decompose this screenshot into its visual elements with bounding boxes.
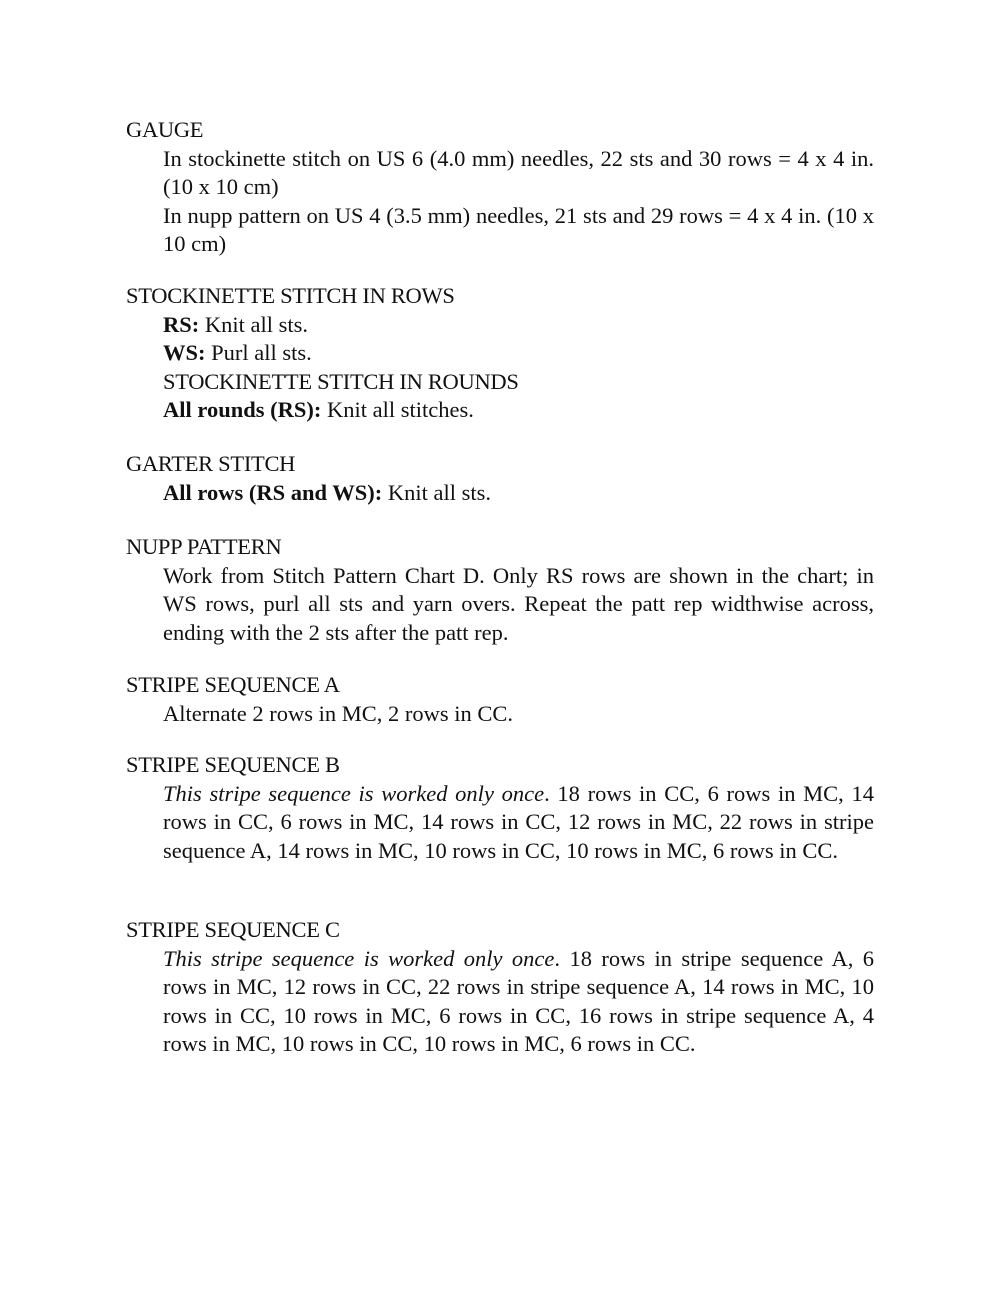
stripe-a-section [126,671,874,728]
stockinette-body [163,311,874,425]
stripe-c-text: . 18 rows in stripe sequence A, 6 rows in MC, 12 rows in CC, 22 rows in stripe sequence A, 14 rows in MC, 10 rows in CC, 10 rows in MC, 6 rows in CC, 16 rows in stripe sequence A, 4 rows in MC, 10 rows in CC, 10 rows in MC, 6 rows in CC. [163,945,874,1057]
ws-label: WS: [163,340,206,366]
stripe-b-section [126,751,874,865]
ws-row-line [163,339,874,368]
stripe-c-paragraph [163,945,874,1059]
gauge-section [126,116,874,259]
stripe-b-paragraph [163,780,874,866]
gauge-nupp-text: In nupp pattern on US 4 (3.5 mm) needles, 21 sts and 29 rows = 4 x 4 in. (10 x 10 cm) [163,202,874,257]
stripe-a-body [163,700,874,729]
stripe-c-body [163,945,874,1059]
ws-text: Purl all sts. [205,340,312,366]
garter-text: Knit all sts. [382,479,491,505]
rounds-label: All rounds (RS): [163,397,322,423]
nupp-section [126,533,874,647]
stockinette-section [126,282,874,425]
stockinette-rows-heading: STOCKINETTE STITCH IN ROWS [126,283,455,308]
garter-heading: GARTER STITCH [126,451,296,476]
stripe-c-italic: This stripe sequence is worked only once [163,945,555,971]
garter-label: All rows (RS and WS): [163,479,383,505]
stripe-b-text: . 18 rows in CC, 6 rows in MC, 14 rows in CC, 6 rows in MC, 14 rows in CC, 12 rows in MC, 22 rows in stripe sequence A, 14 rows in MC, 10 rows in CC, 10 rows in MC, 6 rows in CC. [163,780,874,863]
garter-body [163,479,874,508]
nupp-heading: NUPP PATTERN [126,534,282,559]
stripe-b-heading: STRIPE SEQUENCE B [126,752,340,777]
rs-label: RS: [163,311,200,337]
rounds-line [163,396,874,425]
nupp-text: Work from Stitch Pattern Chart D. Only RS rows are shown in the chart; in WS rows, purl all sts and yarn overs. Repeat the patt rep widthwise across, ending with the 2 sts after the patt rep. [163,562,874,645]
gauge-stockinette-text: In stockinette stitch on US 6 (4.0 mm) needles, 22 sts and 30 rows = 4 x 4 in. (10 x 10 cm) [163,145,874,200]
gauge-heading: GAUGE [126,117,204,142]
garter-section [126,450,874,507]
stripe-b-body [163,780,874,866]
rs-row-line [163,311,874,340]
garter-line [163,479,874,508]
rounds-text: Knit all stitches. [321,397,474,423]
nupp-body [163,562,874,648]
stripe-c-heading: STRIPE SEQUENCE C [126,917,340,942]
rs-text: Knit all sts. [199,311,309,337]
stockinette-rounds-heading: STOCKINETTE STITCH IN ROUNDS [163,368,519,394]
gauge-body [163,145,874,259]
stripe-a-text: Alternate 2 rows in MC, 2 rows in CC. [163,700,513,726]
stripe-a-heading: STRIPE SEQUENCE A [126,672,340,697]
stripe-b-italic: This stripe sequence is worked only once [163,780,545,806]
stripe-c-section [126,916,874,1059]
